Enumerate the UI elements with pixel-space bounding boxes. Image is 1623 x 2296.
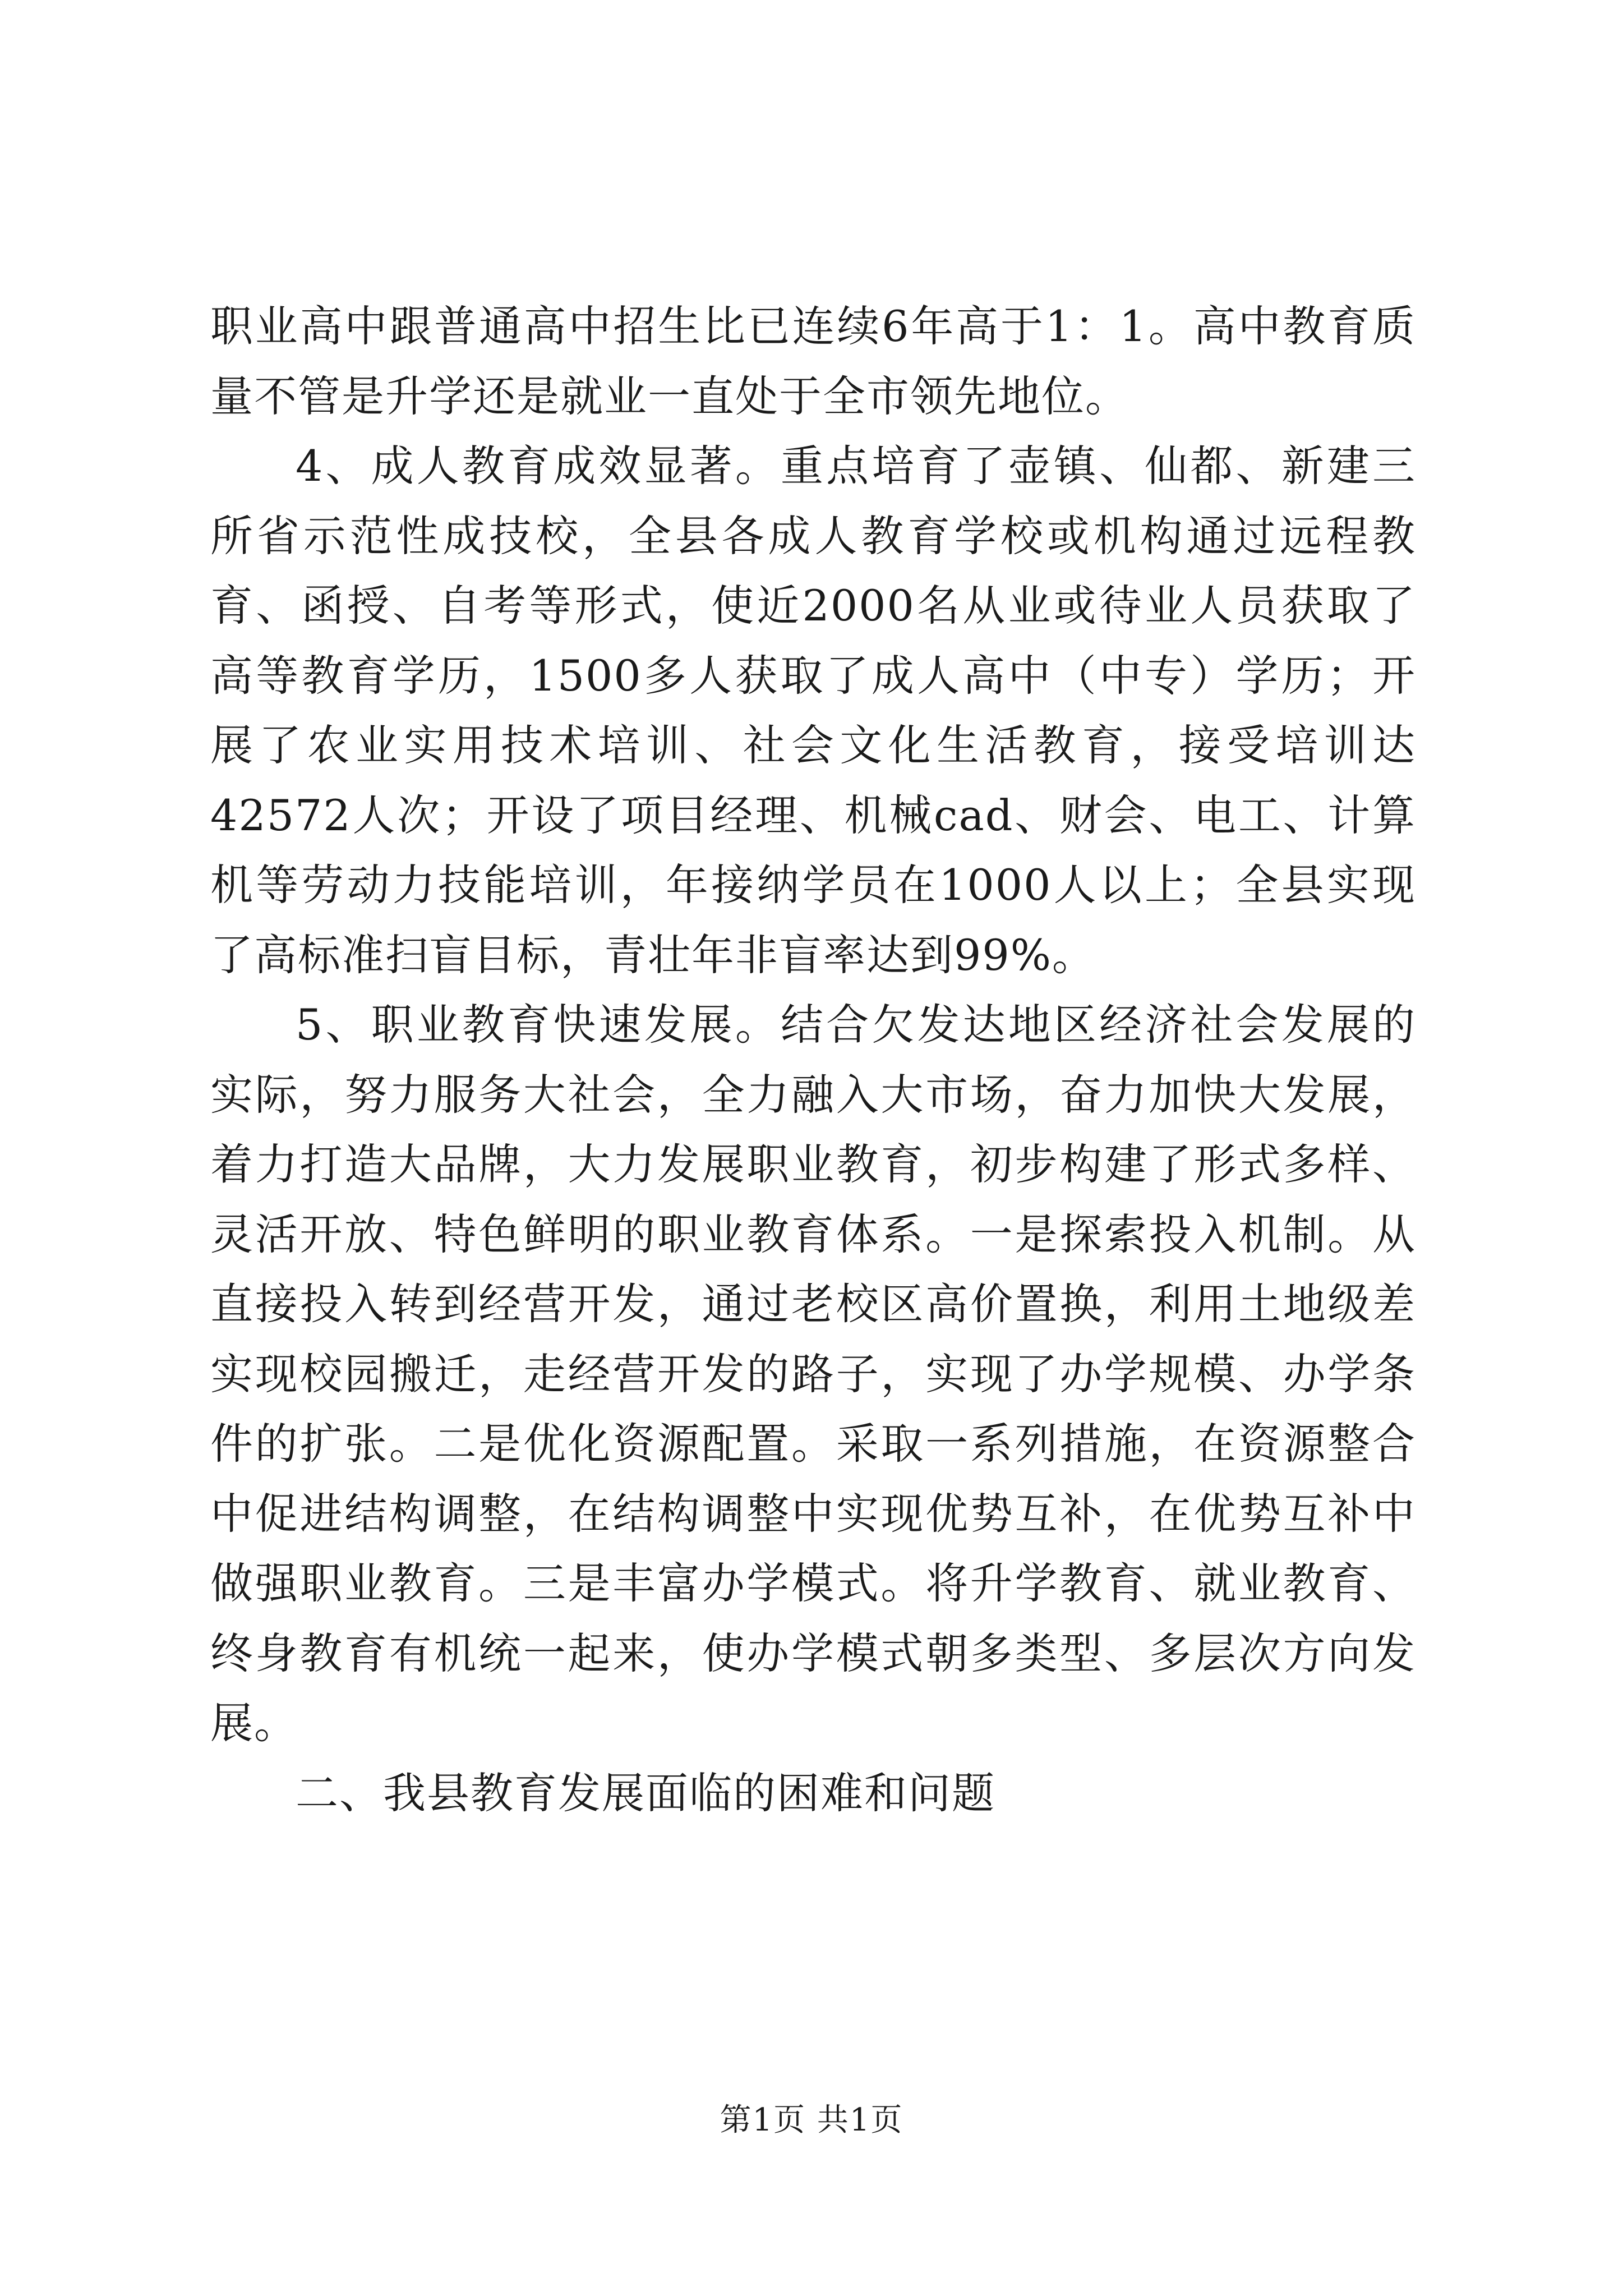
- document-body: [210, 292, 1416, 1828]
- page-footer: 第1页 共1页: [720, 2102, 903, 2138]
- paragraph-adult-education: 4、成人教育成效显著。重点培育了壶镇、仙都、新建三所省示范性成技校，全县各成人教育学校或机构通过远程教育、函授、自考等形式，使近2000名从业或待业人员获取了高等教育学历，1500多人获取了成人高中（中专）学历；开展了农业实用技术培训、社会文化生活教育，接受培训达42572人次；开设了项目经理、机械cad、财会、电工、计算机等劳动力技能培训，年接纳学员在1000人以上；全县实现了高标准扫盲目标，青壮年非盲率达到99%。: [210, 441, 1416, 980]
- paragraph-vocational-education: 5、职业教育快速发展。结合欠发达地区经济社会发展的实际，努力服务大社会，全力融入大市场，奋力加快大发展，着力打造大品牌，大力发展职业教育，初步构建了形式多样、灵活开放、特色鲜明的职业教育体系。一是探索投入机制。从直接投入转到经营开发，通过老校区高价置换，利用土地级差实现校园搬迁，走经营开发的路子，实现了办学规模、办学条件的扩张。二是优化资源配置。采取一系列措施，在资源整合中促进结构调整，在结构调整中实现优势互补，在优势互补中做强职业教育。三是丰富办学模式。将升学教育、就业教育、终身教育有机统一起来，使办学模式朝多类型、多层次方向发展。: [210, 1000, 1416, 1748]
- section-heading: 二、我县教育发展面临的困难和问题: [296, 1768, 995, 1818]
- paragraph-continuation: 职业高中跟普通高中招生比已连续6年高于1：1。高中教育质量不管是升学还是就业一直处于全市领先地位。: [210, 301, 1416, 421]
